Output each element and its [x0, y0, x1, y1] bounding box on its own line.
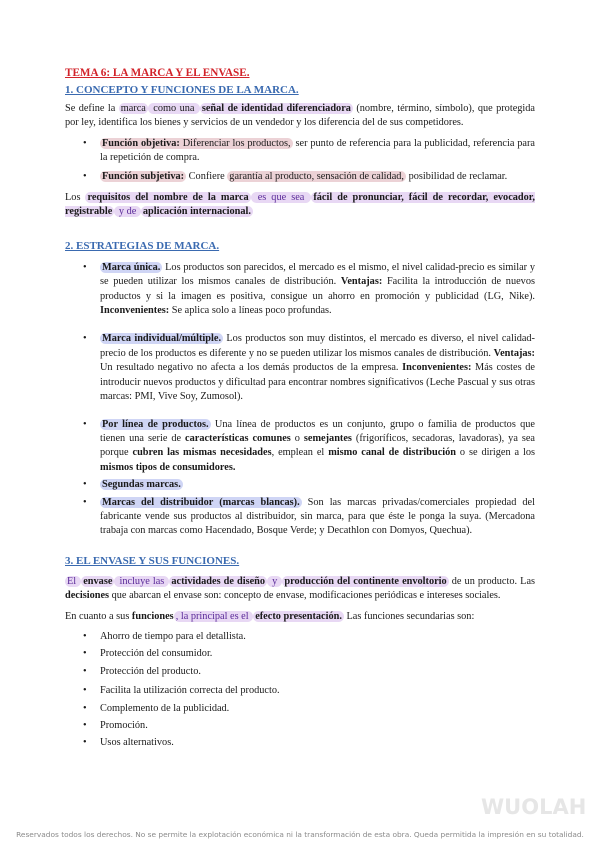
section-1-definition: Se define la marca como una señal de identidad diferenciadora (nombre, término, símbolo), que protegida por ley, identifica los bienes y servicios de un vendedor y los diferencia del de sus competidores.: [65, 103, 535, 129]
section-3-heading: 3. EL ENVASE Y SUS FUNCIONES.: [65, 554, 240, 567]
list-item: • Protección del producto.: [65, 665, 535, 679]
list-item: • Promoción.: [65, 719, 535, 733]
list-item: • Protección del consumidor.: [65, 647, 535, 661]
list-item: • Marca individual/múltiple. Los productos son muy distintos, el mercado es diverso, el nivel calidad- precio de los productos es diferente y no se pueden utilizar los mismos canales de distribución. Ventajas: Un resultado negativo no afecta a los demás productos de la empresa. Inconvenientes: Más costes de introducir nuevos productos y dificultad para encontrar nombres significativos (Leche Pascual y sus otras marcas: PMI, Vive Soy, Zumosol).: [65, 332, 535, 404]
section-2-heading: 2. ESTRATEGIAS DE MARCA.: [65, 239, 220, 252]
secondary-functions-list: [65, 630, 535, 751]
document-title: TEMA 6: LA MARCA Y EL ENVASE.: [65, 67, 250, 79]
list-item: • Usos alternativos.: [65, 736, 535, 750]
copyright-notice: Reservados todos los derechos. No se permite la explotación económica ni la transformación de esta obra. Queda permitida la impresión en su totalidad.: [16, 830, 584, 839]
document-page: [65, 66, 535, 751]
list-item: • Complemento de la publicidad.: [65, 702, 535, 716]
brand-strategies-list: [65, 261, 535, 539]
wuolah-logo: WUOLAH: [481, 795, 587, 819]
section-3-envase-definition: El envase incluye las actividades de diseño y producción del continente envoltorio de un producto. Las decisiones que abarcan el envase son: concepto de envase, modificaciones periódicas e intereses sociales.: [65, 575, 536, 602]
list-item: • Función objetiva: Diferenciar los productos, ser punto de referencia para la publicidad, referencia para la repetición de compra.: [65, 137, 535, 166]
list-item: • Facilita la utilización correcta del producto.: [65, 684, 535, 698]
list-item: • Marcas del distribuidor (marcas blancas). Son las marcas privadas/comerciales propiedad del fabricante vende sus productos al distribuidor, sin marca, para que éste le ponga la suya. (Mercadona trabaja con marcas como Hacendado, Bosque Verde; y Decathlon con Domyos, Quechua).: [65, 496, 535, 539]
list-item: • Marca única. Los productos son parecidos, el mercado es el mismo, el nivel calidad-precio es similar y se pueden utilizar los mismos canales de distribución. Ventajas: Facilita la introducción de nuevos productos y si la imagen es positiva, consigue un ahorro en promoción y publicidad (LG, Nike). Inconvenientes: Se aplica solo a líneas poco profundas.: [65, 261, 535, 319]
section-1-heading: 1. CONCEPTO Y FUNCIONES DE LA MARCA.: [65, 84, 299, 96]
section-3-functions-intro: En cuanto a sus funciones , la principal es el efecto presentación. Las funciones secundarias son:: [65, 610, 475, 622]
list-item: • Ahorro de tiempo para el detallista.: [65, 630, 535, 644]
list-item: • Función subjetiva: Confiere garantía al producto, sensación de calidad, posibilidad de reclamar.: [65, 170, 535, 184]
marca-functions-list: [65, 137, 535, 184]
list-item: • Segundas marcas.: [65, 478, 535, 492]
list-item: • Por línea de productos. Una línea de productos es un conjunto, grupo o familia de productos que tienen una serie de características comunes o semejantes (frigoríficos, secadoras, lavadoras), ya sea porque cubren las mismas necesidades, emplean el mismo canal de distribución o se dirigen a los mismos tipos de consumidores.: [65, 418, 535, 476]
section-1-requirements: Los requisitos del nombre de la marca es que sea fácil de pronunciar, fácil de recordar, evocador, registrable y de aplicación internacional.: [65, 192, 535, 218]
